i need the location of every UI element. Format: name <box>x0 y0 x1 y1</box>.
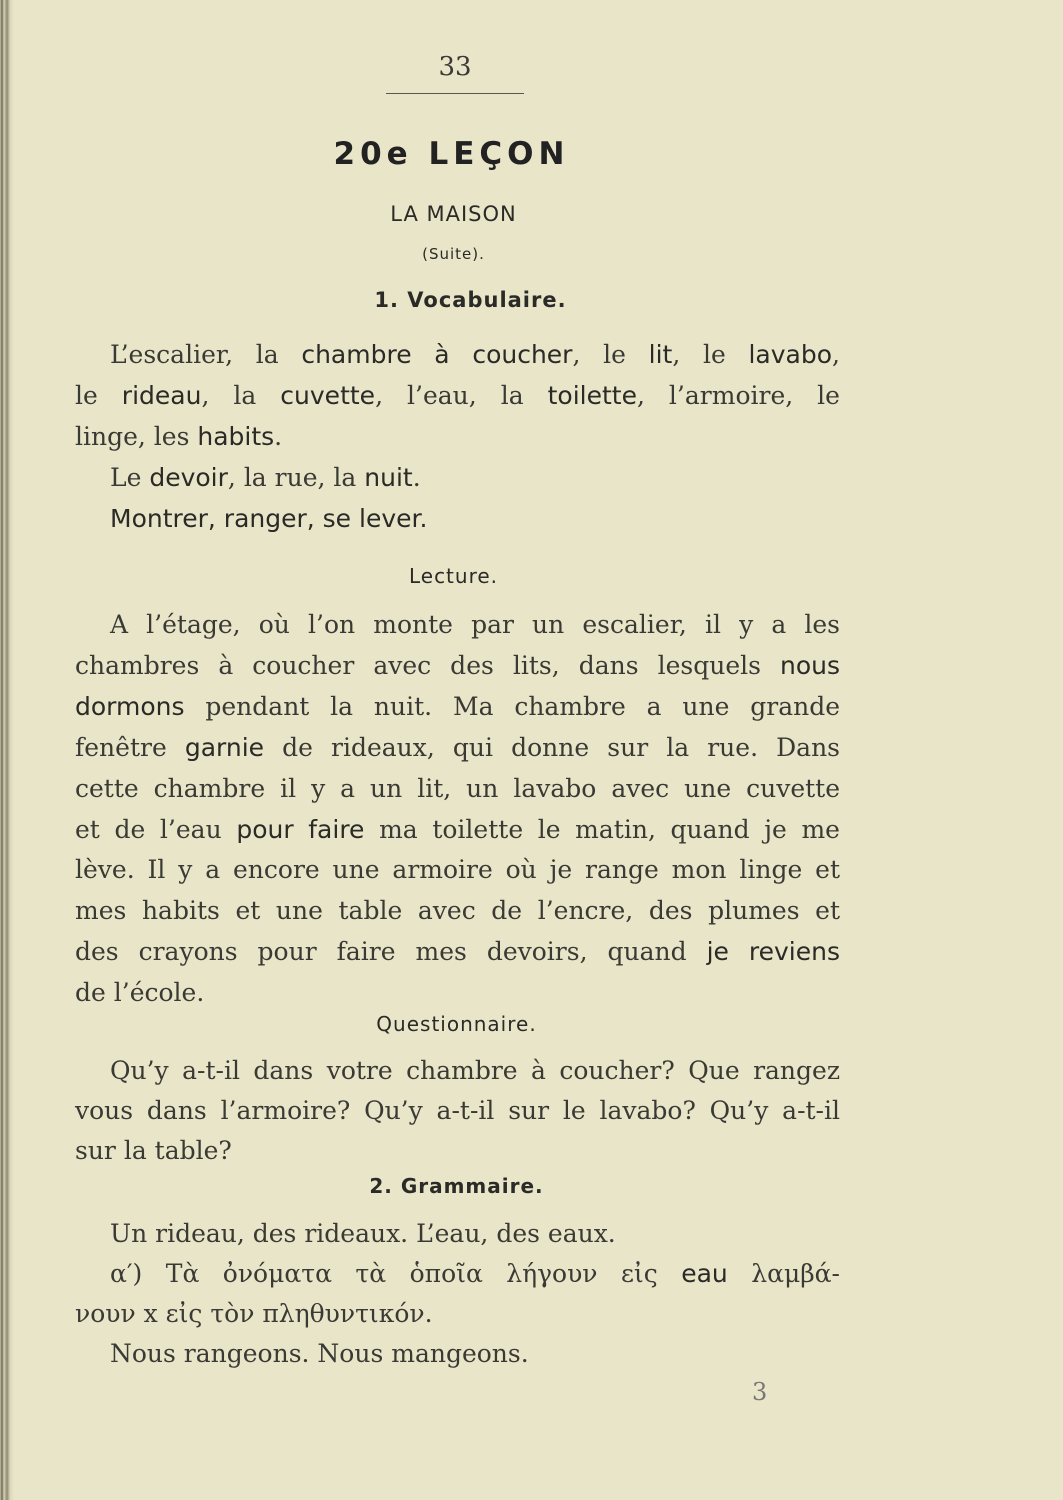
text-segment: chambres à coucher avec des lits, dans lesquels <box>75 650 780 680</box>
text-line <box>75 1299 840 1328</box>
text-segment: . <box>412 463 421 492</box>
text-segment: L’escalier, la <box>110 340 302 369</box>
text-segment: des crayons pour faire mes devoirs, quand <box>75 937 707 967</box>
emphasized-text: chambre à coucher <box>301 340 573 369</box>
subtitle-note: (Suite). <box>422 245 485 263</box>
text-line <box>75 1096 840 1125</box>
text-line <box>110 1219 840 1248</box>
text-line <box>75 774 840 803</box>
text-segment: ma toilette le matin, quand je me <box>364 814 840 844</box>
text-line <box>75 733 840 762</box>
section-vocabulaire-heading: 1. Vocabulaire. <box>374 288 567 312</box>
emphasized-text: rideau <box>121 381 202 410</box>
emphasized-text: garnie <box>184 732 265 762</box>
emphasized-text: cuvette <box>280 381 376 410</box>
text-line <box>75 692 840 721</box>
text-segment: , les <box>137 422 198 451</box>
text-segment: , la <box>201 381 281 410</box>
text-segment: cette chambre il y a un lit, un lavabo avec une cuvette <box>75 773 840 803</box>
text-segment: , la rue, la <box>227 463 365 492</box>
text-segment: α′) Τὰ ὀνόματα τὰ ὁποῖα λήγουν εἰς <box>110 1259 682 1288</box>
text-segment: , <box>832 340 840 369</box>
text-segment: . <box>274 422 283 451</box>
text-segment: , l’eau, la <box>375 381 548 410</box>
text-line <box>110 1339 840 1368</box>
text-segment: de l’école. <box>75 978 205 1008</box>
lesson-subtitle: LA MAISON <box>390 202 517 226</box>
emphasized-text: dormons <box>75 691 185 721</box>
emphasized-text: je reviens <box>706 937 840 967</box>
text-segment: Le <box>110 463 150 492</box>
text-segment: le <box>75 381 122 410</box>
text-segment: sur la table? <box>75 1136 232 1165</box>
text-segment: νουν x εἰς τὸν πληθυντικόν. <box>75 1299 433 1328</box>
emphasized-text: nous <box>779 650 840 680</box>
text-segment: Qu’y a-t-il dans votre chambre à coucher? Que rangez <box>110 1056 840 1085</box>
lesson-title: 20e LEÇON <box>333 136 570 172</box>
signature-mark: 3 <box>752 1378 768 1406</box>
text-segment: fenêtre <box>75 732 185 762</box>
questionnaire-heading: Questionnaire. <box>376 1012 537 1036</box>
emphasized-text: Montrer, ranger, se lever. <box>110 504 428 533</box>
text-segment: A l’étage, où l’on monte par un escalier, il y a les <box>110 610 840 639</box>
text-line <box>110 1259 840 1288</box>
text-segment: , le <box>572 340 649 369</box>
text-line <box>75 422 840 451</box>
emphasized-text: nuit <box>364 463 413 492</box>
emphasized-text: lavabo <box>748 340 833 369</box>
emphasized-text: lit <box>648 340 673 369</box>
text-line <box>75 651 840 680</box>
text-segment: , l’armoire, le <box>636 381 840 410</box>
emphasized-text: toilette <box>547 381 637 410</box>
text-segment: mes habits et une table avec de l’encre, des plumes et <box>75 896 840 926</box>
text-line <box>75 855 840 884</box>
lecture-heading: Lecture. <box>408 564 499 588</box>
text-line <box>75 815 840 844</box>
text-line <box>75 978 840 1007</box>
text-segment: de rideaux, qui donne sur la rue. Dans <box>264 732 841 762</box>
text-segment: λαμβά- <box>727 1259 840 1288</box>
text-line <box>110 463 840 492</box>
section-grammaire-heading: 2. Grammaire. <box>369 1174 544 1198</box>
emphasized-text: habits <box>197 422 275 451</box>
text-line <box>110 340 840 369</box>
text-segment: pendant la nuit. Ma chambre a une grande <box>184 691 840 721</box>
text-line <box>110 610 840 639</box>
emphasized-text: eau <box>681 1259 728 1288</box>
text-segment: Un rideau, des rideaux. L’eau, des eaux. <box>110 1219 616 1248</box>
emphasized-text: pour faire <box>236 814 365 844</box>
text-line <box>75 1136 840 1165</box>
text-line <box>75 381 840 410</box>
text-segment: vous dans l’armoire? Qu’y a-t-il sur le lavabo? Qu’y a-t-il <box>75 1096 840 1125</box>
emphasized-text: devoir <box>149 463 228 492</box>
text-segment: Nous rangeons. Nous mangeons. <box>110 1339 529 1368</box>
text-line <box>110 1056 840 1085</box>
text-segment: et de l’eau <box>75 814 237 844</box>
page-number: 33 <box>438 52 472 82</box>
text-line <box>75 896 840 925</box>
text-segment: linge <box>75 422 138 451</box>
text-segment: lève. Il y a encore une armoire où je range mon linge et <box>75 855 840 885</box>
header-rule <box>386 93 524 94</box>
text-line <box>110 504 840 533</box>
text-line <box>75 937 840 966</box>
text-segment: , le <box>672 340 749 369</box>
